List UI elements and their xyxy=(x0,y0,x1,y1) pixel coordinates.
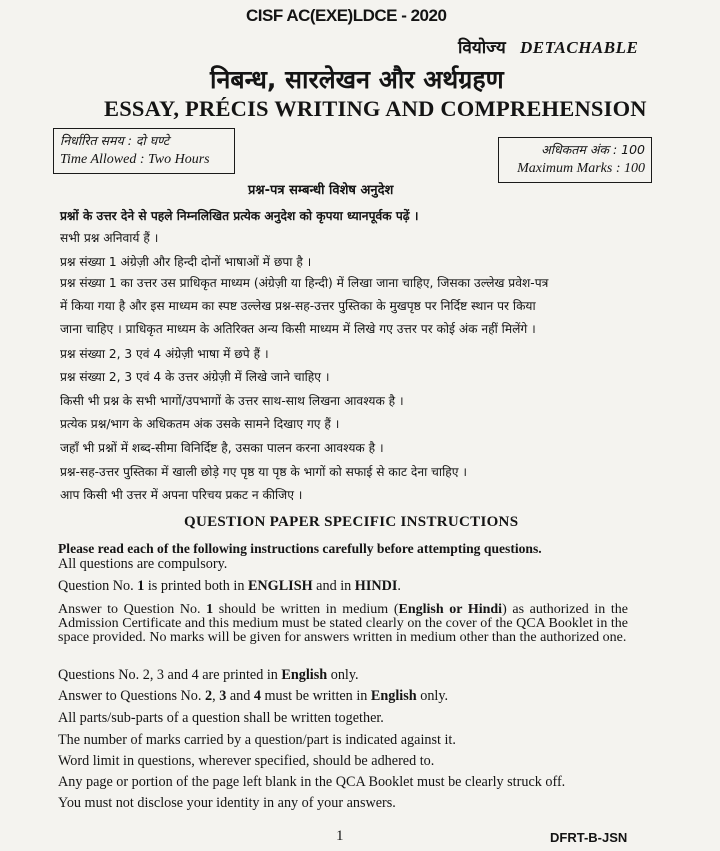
hindi-instruction-line: सभी प्रश्न अनिवार्य हैं । xyxy=(60,231,159,245)
time-allowed-english: Time Allowed : Two Hours xyxy=(60,152,210,167)
english-instruction-line: All parts/sub-parts of a question shall be written together. xyxy=(58,710,384,726)
english-instruction-line: The number of marks carried by a question/part is indicated against it. xyxy=(58,732,456,748)
hindi-instruction-line: प्रश्न-सह-उत्तर पुस्तिका में खाली छोड़े गए पृष्ठ या पृष्ठ के भागों को सफाई से काट देना चाहिए । xyxy=(60,465,467,479)
hindi-instruction-line: जहाँ भी प्रश्नों में शब्द-सीमा विनिर्दिष्ट है, उसका पालन करना आवश्यक है । xyxy=(60,441,384,455)
english-instructions-lead: Please read each of the following instructions carefully before attempting questions. xyxy=(58,541,542,556)
hindi-instruction-line: जाना चाहिए । प्राधिकृत माध्यम के अतिरिक्त अन्य किसी माध्यम में लिखे गए उत्तर पर कोई अंक नहीं मिलेंगे । xyxy=(60,322,536,336)
english-instruction-line: Word limit in questions, wherever specified, should be adhered to. xyxy=(58,753,435,769)
english-instruction-line: Any page or portion of the page left blank in the QCA Booklet must be clearly struck off. xyxy=(58,774,566,790)
page-number: 1 xyxy=(336,828,344,844)
time-allowed-box xyxy=(53,128,235,174)
detachable-label xyxy=(458,35,638,58)
hindi-instruction-line: आप किसी भी उत्तर में अपना परिचय प्रकट न कीजिए । xyxy=(60,488,303,502)
english-instructions-heading: QUESTION PAPER SPECIFIC INSTRUCTIONS xyxy=(184,514,519,530)
maximum-marks-hindi: अधिकतम अंक : 100 xyxy=(541,142,645,157)
detachable-hindi: वियोज्य xyxy=(458,38,506,58)
hindi-instruction-line: प्रश्न संख्या 2, 3 एवं 4 अंग्रेज़ी भाषा में छपे हैं । xyxy=(60,347,269,361)
hindi-instruction-line: किसी भी प्रश्न के सभी भागों/उपभागों के उत्तर साथ-साथ लिखना आवश्यक है । xyxy=(60,394,404,408)
footer-code: DFRT-B-JSN xyxy=(550,830,628,845)
maximum-marks-box xyxy=(498,137,652,183)
english-instruction-line: You must not disclose your identity in any of your answers. xyxy=(58,795,396,811)
english-instruction-q234-answer: Answer to Questions No. 2, 3 and 4 must be written in English only. xyxy=(58,688,449,704)
hindi-instruction-line: प्रत्येक प्रश्न/भाग के अधिकतम अंक उसके सामने दिखाए गए हैं । xyxy=(60,417,340,431)
hindi-instruction-line: प्रश्न संख्या 2, 3 एवं 4 के उत्तर अंग्रेज़ी में लिखे जाने चाहिए । xyxy=(60,370,330,384)
title-english: ESSAY, PRÉCIS WRITING AND COMPREHENSION xyxy=(104,96,647,121)
detachable-english: DETACHABLE xyxy=(519,38,639,57)
hindi-instructions-heading: प्रश्न-पत्र सम्बन्धी विशेष अनुदेश xyxy=(248,183,394,198)
exam-code: CISF AC(EXE)LDCE - 2020 xyxy=(246,6,447,25)
hindi-instruction-line: में किया गया है और इस माध्यम का स्पष्ट उल्लेख प्रश्न-सह-उत्तर पुस्तिका के मुखपृष्ठ पर निर्दिष्ट स्थान पर किया xyxy=(60,299,536,313)
time-allowed-hindi: निर्धारित समय : दो घण्टे xyxy=(60,133,170,148)
hindi-instruction-line: प्रश्न संख्या 1 अंग्रेज़ी और हिन्दी दोनों भाषाओं में छपा है । xyxy=(60,255,312,269)
english-instruction-q234-printed: Questions No. 2, 3 and 4 are printed in English only. xyxy=(58,667,359,683)
english-instruction-q1-printed: Question No. 1 is printed both in ENGLISH and in HINDI. xyxy=(58,578,401,594)
hindi-instruction-line: प्रश्न संख्या 1 का उत्तर उस प्राधिकृत माध्यम (अंग्रेज़ी या हिन्दी) में लिखा जाना चाहिए, जिसका उल्लेख प्रवेश-पत्र xyxy=(60,276,549,290)
english-instruction-q1-answer: Answer to Question No. 1 should be written in medium (English or Hindi) as authorized in the Admission Certificate and this medium must be stated clearly on the cover of the QCA Booklet in the space provided. No marks will be given for answers written in medium other than the authorized one. xyxy=(58,602,628,645)
title-hindi: निबन्ध, सारलेखन और अर्थग्रहण xyxy=(210,65,504,94)
hindi-instructions-lead: प्रश्नों के उत्तर देने से पहले निम्नलिखित प्रत्येक अनुदेश को कृपया ध्यानपूर्वक पढ़ें । xyxy=(60,209,419,223)
english-instruction-line: All questions are compulsory. xyxy=(58,556,228,572)
maximum-marks-english: Maximum Marks : 100 xyxy=(517,161,645,176)
